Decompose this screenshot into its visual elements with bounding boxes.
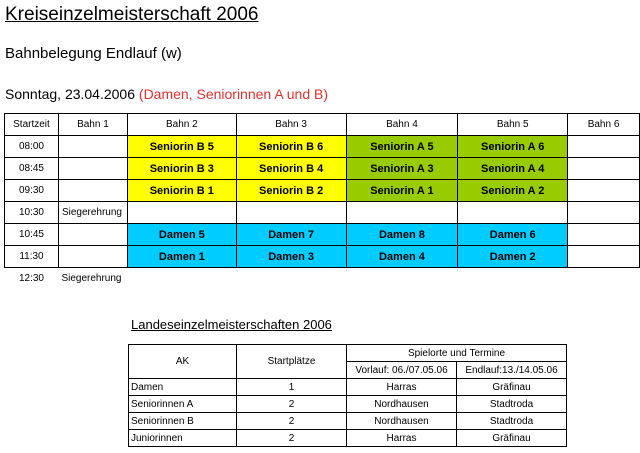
header-bahn4: Bahn 4 [346,114,458,136]
event-category: (Damen, Seniorinnen A und B) [138,86,329,102]
header-bahn3: Bahn 3 [236,114,346,136]
lane-cell: Damen 8 [346,224,458,246]
table-row [5,180,640,202]
header-startzeit: Startzeit [5,114,59,136]
vorlauf-cell: Harras [347,430,457,447]
startplaetze-cell: 2 [237,413,347,430]
lane-cell: Damen 5 [127,224,236,246]
table-row [5,246,640,268]
lane-cell [127,202,236,224]
lane-cell: Damen 7 [236,224,346,246]
lane-cell: Seniorin A 3 [346,158,458,180]
lane-cell [568,246,640,268]
lane-cell: Seniorin B 6 [236,136,346,158]
lane-cell [58,246,127,268]
header-ak: AK [129,345,237,379]
table-row [5,224,640,246]
vorlauf-cell: Harras [347,379,457,396]
header-endlauf: Endlauf:13./14.05.06 [457,362,567,379]
start-time: 08:45 [5,158,59,180]
table-row [5,268,640,290]
lane-cell [236,202,346,224]
lane-cell: Damen 6 [458,224,568,246]
lane-cell [568,136,640,158]
table-row [5,158,640,180]
lane-schedule-table [4,113,640,289]
startplaetze-cell: 2 [237,430,347,447]
ak-cell: Seniorinnen A [129,396,237,413]
lane-cell [58,158,127,180]
lane-cell [568,224,640,246]
table-row [5,136,640,158]
lane-cell [568,202,640,224]
endlauf-cell: Stadtroda [457,413,567,430]
start-time: 09:30 [5,180,59,202]
lane-cell [458,202,568,224]
startplaetze-cell: 2 [237,396,347,413]
startplaetze-cell: 1 [237,379,347,396]
lane-cell: Seniorin B 2 [236,180,346,202]
lane-cell: Damen 4 [346,246,458,268]
date-line [5,86,328,102]
table-row [5,202,640,224]
vorlauf-cell: Nordhausen [347,396,457,413]
lane-header-row [5,114,640,136]
start-time: 12:30 [18,273,44,284]
endlauf-cell: Stadtroda [457,396,567,413]
table-row [129,430,567,447]
lane-cell: Seniorin B 5 [127,136,236,158]
lane-cell: Damen 2 [458,246,568,268]
endlauf-cell: Gräfinau [457,430,567,447]
lane-cell: Damen 1 [127,246,236,268]
table-row [129,396,567,413]
table-row [129,413,567,430]
lane-cell [58,224,127,246]
landes-table [128,344,567,447]
header-bahn2: Bahn 2 [127,114,236,136]
award-ceremony: Siegerehrung [61,273,122,284]
lane-cell [58,180,127,202]
award-ceremony: Siegerehrung [58,202,127,224]
page-subtitle: Bahnbelegung Endlauf (w) [5,45,182,62]
lane-cell: Seniorin B 1 [127,180,236,202]
header-vorlauf: Vorlauf: 06./07.05.06 [347,362,457,379]
lane-cell: Damen 3 [236,246,346,268]
lane-cell: Seniorin A 1 [346,180,458,202]
lane-cell: Seniorin B 3 [127,158,236,180]
landes-heading: Landeseinzelmeisterschaften 2006 [131,317,332,332]
lane-cell: Seniorin B 4 [236,158,346,180]
header-startplaetze: Startplätze [237,345,347,379]
lane-cell [568,180,640,202]
lane-cell [568,158,640,180]
ak-cell: Damen [129,379,237,396]
lane-cell: Seniorin A 5 [346,136,458,158]
lane-cell: Seniorin A 4 [458,158,568,180]
endlauf-cell: Gräfinau [457,379,567,396]
ak-cell: Seniorinnen B [129,413,237,430]
lane-cell: Seniorin A 6 [458,136,568,158]
header-spielorte: Spielorte und Termine [347,345,567,362]
table-row [129,379,567,396]
lane-cell [346,202,458,224]
ak-cell: Juniorinnen [129,430,237,447]
page-title: Kreiseinzelmeisterschaft 2006 [5,4,259,25]
header-bahn6: Bahn 6 [568,114,640,136]
header-bahn1: Bahn 1 [58,114,127,136]
start-time: 11:30 [5,246,59,268]
start-time: 08:00 [5,136,59,158]
event-date: Sonntag, 23.04.2006 [5,86,136,102]
start-time: 10:30 [5,202,59,224]
header-bahn5: Bahn 5 [458,114,568,136]
start-time: 10:45 [5,224,59,246]
lane-cell [58,136,127,158]
lane-cell: Seniorin A 2 [458,180,568,202]
vorlauf-cell: Nordhausen [347,413,457,430]
